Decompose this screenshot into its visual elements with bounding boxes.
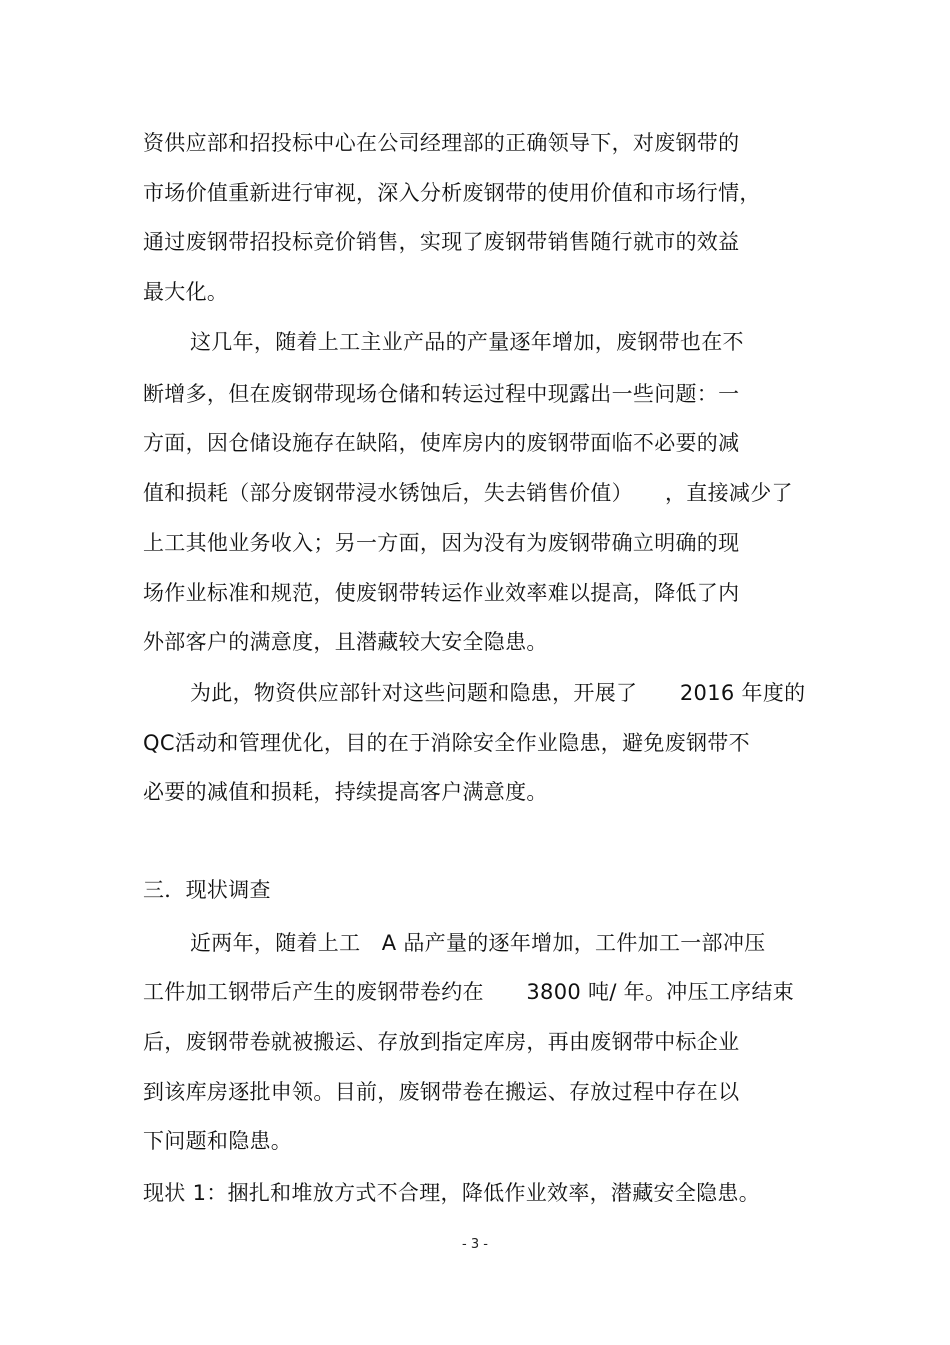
text-line: 现状 1：捆扎和堆放方式不合理，降低作业效率，潜藏安全隐患。 <box>143 1181 761 1205</box>
section-heading: 三．现状调查 <box>143 878 271 902</box>
text-line: 必要的减值和损耗，持续提高客户满意度。 <box>143 780 548 804</box>
text-line: 值和损耗（部分废钢带浸水锈蚀后，失去销售价值） ，直接减少了 <box>143 481 793 505</box>
text-line: 下问题和隐患。 <box>143 1129 293 1153</box>
text-line: 后，废钢带卷就被搬运、存放到指定库房，再由废钢带中标企业 <box>143 1030 740 1054</box>
text-line: 最大化。 <box>143 280 229 304</box>
text-line: 工件加工钢带后产生的废钢带卷约在 3800 吨/ 年。冲压工序结束 <box>143 980 795 1004</box>
text-line: 通过废钢带招投标竞价销售，实现了废钢带销售随行就市的效益 <box>143 230 740 254</box>
text-line: 场作业标准和规范，使废钢带转运作业效率难以提高，降低了内 <box>143 581 740 605</box>
text-line: 这几年，随着上工主业产品的产量逐年增加，废钢带也在不 <box>190 330 744 354</box>
text-line: 到该库房逐批申领。目前，废钢带卷在搬运、存放过程中存在以 <box>143 1080 740 1104</box>
text-line: 资供应部和招投标中心在公司经理部的正确领导下，对废钢带的 <box>143 131 740 155</box>
text-line: 为此，物资供应部针对这些问题和隐患，开展了 2016 年度的 <box>190 681 806 705</box>
text-line: 断增多，但在废钢带现场仓储和转运过程中现露出一些问题：一 <box>143 382 740 406</box>
text-line: 上工其他业务收入；另一方面，因为没有为废钢带确立明确的现 <box>143 531 740 555</box>
page-number: - 3 - <box>462 1237 488 1252</box>
text-line: 近两年，随着上工 A 品产量的逐年增加，工件加工一部冲压 <box>190 931 766 955</box>
text-line: QC活动和管理优化，目的在于消除安全作业隐患，避免废钢带不 <box>143 731 750 755</box>
text-line: 市场价值重新进行审视，深入分析废钢带的使用价值和市场行情， <box>143 181 761 205</box>
text-line: 方面，因仓储设施存在缺陷，使库房内的废钢带面临不必要的减 <box>143 431 740 455</box>
text-line: 外部客户的满意度，且潜藏较大安全隐患。 <box>143 630 548 654</box>
